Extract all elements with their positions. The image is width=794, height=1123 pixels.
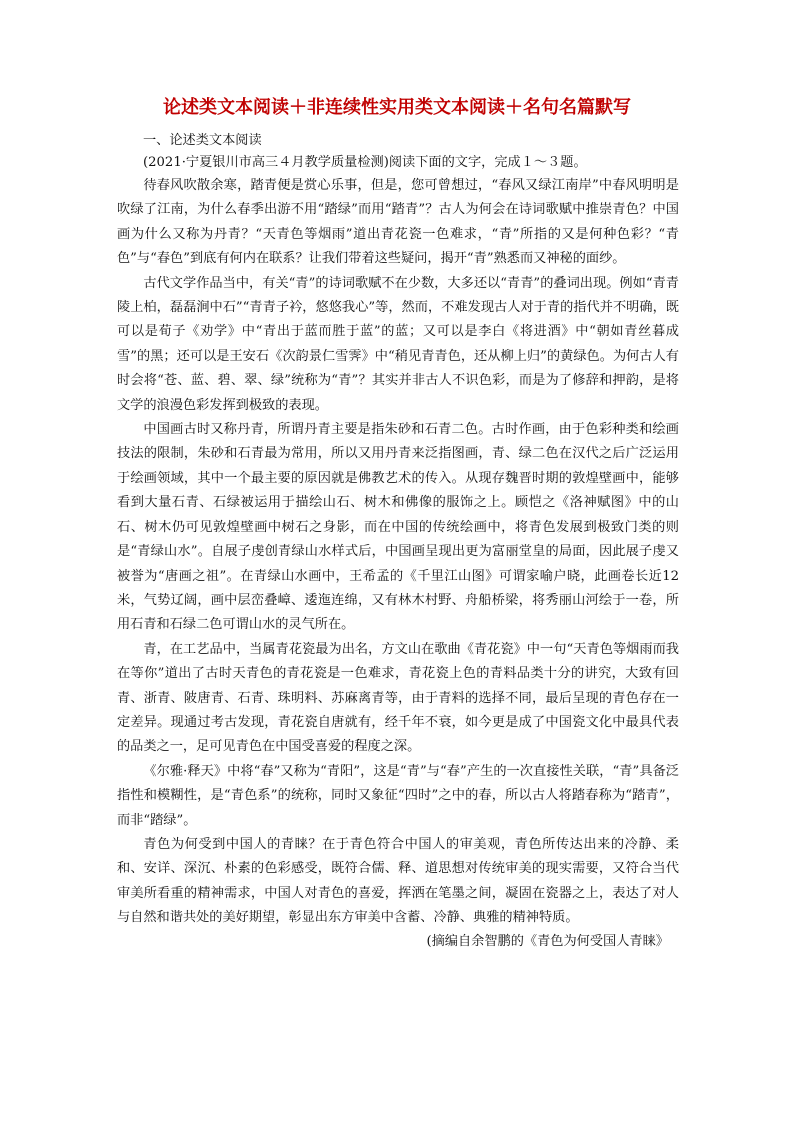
paragraph-1: 待春风吹散余寒，踏青便是赏心乐事，但是，您可曾想过，“春风又绿江南岸”中春风明明是吹绿了江南，为什么春季出游不用“踏绿”而用“踏青”？古人为何会在诗词歌赋中推崇青色？中国画为什么又称为丹青？“天青色等烟雨”道出青花瓷一色难求，“青”所指的又是何种色彩？“青色”与“春色”到底有何内在联系？让我们带着这些疑问，揭开“青”熟悉而又神秘的面纱。 xyxy=(117,178,679,267)
paragraph-5: 《尔雅·释天》中将“春”又称为“青阳”，这是“青”与“春”产生的一次直接性关联，“青”具备泛指性和模糊性，是“青色系”的统称，同时又象征“四时”之中的春，所以古人将踏春称为“踏青”，而非“踏绿”。 xyxy=(117,763,679,828)
section-heading: 一、论述类文本阅读 xyxy=(143,133,262,148)
question-source-line: (2021·宁夏银川市高三４月教学质量检测)阅读下面的文字，完成１～３题。 xyxy=(143,155,587,170)
source-attribution: (摘编自余智鹏的《青色为何受国人青睐》 xyxy=(426,933,669,949)
paragraph-4: 青，在工艺品中，当属青花瓷最为出名，方文山在歌曲《青花瓷》中一句“天青色等烟雨而我在等你”道出了古时天青色的青花瓷是一色难求，青花瓷上色的青料品类十分的讲究，大致有回青、浙青、陂唐青、石青、珠明料、苏麻离青等，由于青料的选择不同，最后呈现的青色存在一定差异。现通过考古发现，青花瓷自唐就有，经千年不衰，如今更是成了中国瓷文化中最具代表的品类之一，足可见青色在中国受喜爱的程度之深。 xyxy=(117,641,679,755)
paragraph-3: 中国画古时又称丹青，所谓丹青主要是指朱砂和石青二色。古时作画，由于色彩种类和绘画技法的限制，朱砂和石青最为常用，所以又用丹青来泛指图画，青、绿二色在汉代之后广泛运用于绘画领域，其中一个最主要的原因就是佛教艺术的传入。从现存魏晋时期的敦煌壁画中，能够看到大量石青、石绿被运用于描绘山石、树木和佛像的服饰之上。顾恺之《洛神赋图》中的山石、树木仍可见敦煌壁画中树石之身影，而在中国的传统绘画中，将青色发展到极致门类的则是“青绿山水”。自展子虔创青绿山水样式后，中国画呈现出更为富丽堂皇的局面，因此展子虔又被誉为“唐画之祖”。在青绿山水画中，王希孟的《千里江山图》可谓家喻户晓，此画卷长近12米，气势辽阔，画中层峦叠嶂、逶迤连绵，又有林木村野、舟船桥梁，将秀丽山河绘于一卷，所用石青和石绿二色可谓山水的灵气所在。 xyxy=(117,422,679,633)
document-body xyxy=(117,130,679,953)
paragraph-6: 青色为何受到中国人的青睐？在于青色符合中国人的审美观，青色所传达出来的冷静、柔和、安详、深沉、朴素的色彩感受，既符合儒、释、道思想对传统审美的现实需要，又符合当代审美所看重的精神需求，中国人对青色的喜爱，挥洒在笔墨之间，凝固在瓷器之上，表达了对人与自然和谐共处的美好期望，彰显出东方审美中含蓄、冷静、典雅的精神特质。 xyxy=(117,836,679,926)
paragraph-2: 古代文学作品当中，有关“青”的诗词歌赋不在少数，大多还以“青青”的叠词出现。例如“青青陵上柏，磊磊涧中石”“青青子衿，悠悠我心”等，然而，不难发现古人对于青的指代并不明确，既可以是荀子《劝学》中“青出于蓝而胜于蓝”的蓝；又可以是李白《将进酒》中“朝如青丝暮成雪”的黑；还可以是王安石《次韵景仁雪霁》中“稍见青青色，还从柳上归”的黄绿色。为何古人有时会将“苍、蓝、碧、翠、绿”统称为“青”？其实并非古人不识色彩，而是为了修辞和押韵，是将文学的浪漫色彩发挥到极致的表现。 xyxy=(117,275,679,413)
document-title: 论述类文本阅读＋非连续性实用类文本阅读＋名句名篇默写 xyxy=(163,97,631,118)
